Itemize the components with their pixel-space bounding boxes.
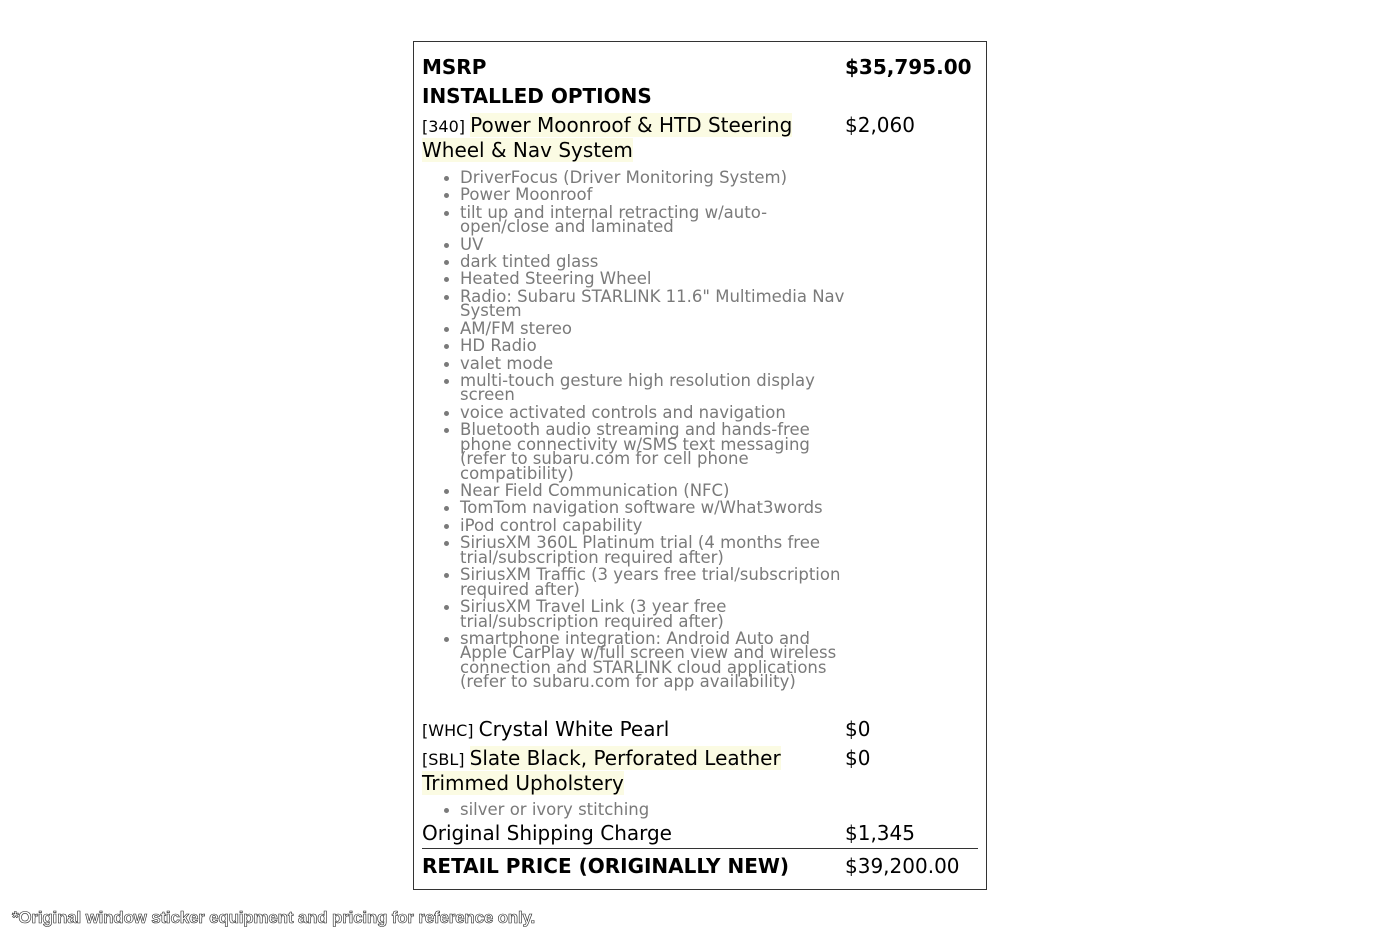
msrp-label: MSRP [422, 55, 487, 79]
msrp-value: $35,795.00 [845, 55, 972, 79]
option-name: Crystal White Pearl [478, 717, 670, 741]
feature-item: multi-touch gesture high resolution display screen [460, 374, 850, 403]
reference-footnote: *Original window sticker equipment and pricing for reference only. [12, 908, 536, 927]
feature-item: UV [460, 238, 850, 253]
feature-item: TomTom navigation software w/What3words [460, 501, 850, 516]
feature-item: valet mode [460, 357, 850, 372]
option-name: Power Moonroof & HTD Steering [470, 113, 793, 137]
installed-options-heading: INSTALLED OPTIONS [422, 84, 652, 108]
feature-item: dark tinted glass [460, 255, 850, 270]
feature-item: Heated Steering Wheel [460, 272, 850, 287]
feature-item: SiriusXM Traffic (3 years free trial/subscription required after) [460, 568, 850, 597]
feature-item: DriverFocus (Driver Monitoring System) [460, 171, 850, 186]
feature-item: SiriusXM Travel Link (3 year free trial/subscription required after) [460, 600, 850, 629]
total-divider [422, 848, 978, 849]
feature-item: iPod control capability [460, 519, 850, 534]
option-title [422, 113, 832, 163]
option-code: [SBL] [422, 750, 465, 769]
shipping-label: Original Shipping Charge [422, 821, 672, 845]
option-name-continued: Trimmed Upholstery [422, 771, 624, 795]
feature-item: AM/FM stereo [460, 322, 850, 337]
feature-item: Radio: Subaru STARLINK 11.6" Multimedia Nav System [460, 290, 850, 319]
option-name-continued: Wheel & Nav System [422, 138, 633, 162]
feature-item: HD Radio [460, 339, 850, 354]
retail-price-value: $39,200.00 [845, 854, 960, 878]
feature-item: SiriusXM 360L Platinum trial (4 months free trial/subscription required after) [460, 536, 850, 565]
option-name: Slate Black, Perforated Leather [469, 746, 781, 770]
feature-item: tilt up and internal retracting w/auto-open/close and laminated [460, 206, 850, 235]
shipping-value: $1,345 [845, 821, 915, 845]
option-price: $0 [845, 746, 871, 770]
window-sticker [413, 41, 987, 890]
option-title [422, 746, 832, 796]
option-feature-list [422, 800, 850, 820]
feature-item: silver or ivory stitching [460, 803, 850, 818]
option-code: [340] [422, 117, 466, 136]
feature-item: Bluetooth audio streaming and hands-free phone connectivity w/SMS text messaging (refer to subaru.com for cell phone compatibility) [460, 423, 850, 481]
option-code: [WHC] [422, 721, 474, 740]
feature-item: voice activated controls and navigation [460, 406, 850, 421]
retail-price-label: RETAIL PRICE (ORIGINALLY NEW) [422, 854, 790, 878]
feature-item: smartphone integration: Android Auto and Apple CarPlay w/full screen view and wireless connection and STARLINK cloud applications (refer to subaru.com for app availability) [460, 632, 850, 690]
option-feature-list [422, 168, 850, 693]
feature-item: Power Moonroof [460, 188, 850, 203]
option-price: $2,060 [845, 113, 915, 137]
feature-item: Near Field Communication (NFC) [460, 484, 850, 499]
option-title [422, 717, 832, 742]
option-price: $0 [845, 717, 871, 741]
